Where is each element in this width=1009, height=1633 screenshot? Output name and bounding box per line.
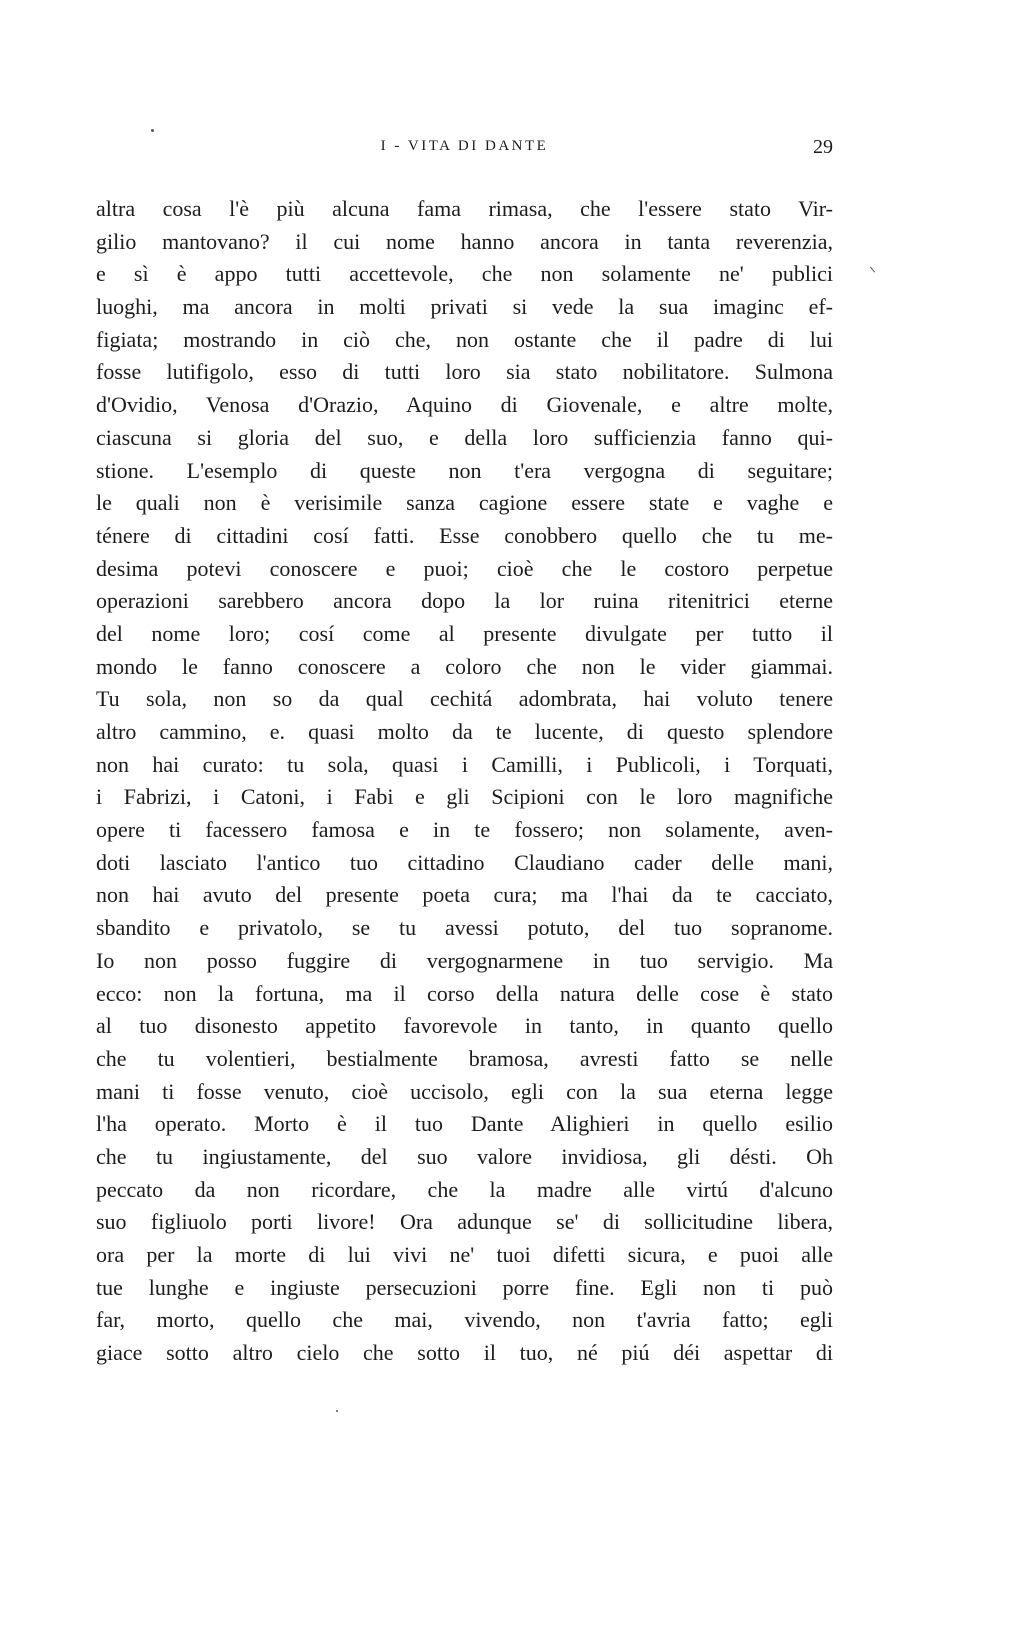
text-line: peccato da non ricordare, che la madre alle virtú d'alcuno	[96, 1176, 833, 1202]
text-line: che tu ingiustamente, del suo valore invidiosa, gli désti. Oh	[96, 1143, 833, 1169]
text-line: gilio mantovano? il cui nome hanno ancora in tanta reverenzia,	[96, 228, 833, 254]
page-header	[96, 138, 833, 168]
body-text	[96, 193, 833, 1370]
text-line: ciascuna si gloria del suo, e della loro sufficienzia fanno qui-	[96, 424, 833, 450]
text-line: giace sotto altro cielo che sotto il tuo, né piú déi aspettar di	[96, 1340, 833, 1366]
text-line: altro cammino, e. quasi molto da te lucente, di questo splendore	[96, 719, 833, 744]
text-line: Tu sola, non so da qual cechitá adombrata, hai voluto tenere	[96, 686, 833, 712]
text-line: sbandito e privatolo, se tu avessi potuto, del tuo sopranome.	[96, 915, 833, 941]
text-line: desima potevi conoscere e puoi; cioè che le costoro perpetue	[96, 555, 833, 581]
text-line: far, morto, quello che mai, vivendo, non t'avria fatto; egli	[96, 1307, 833, 1333]
text-line: non hai avuto del presente poeta cura; ma l'hai da te cacciato,	[96, 882, 833, 908]
text-line: l'ha operato. Morto è il tuo Dante Alighieri in quello esilio	[96, 1111, 833, 1137]
text-line: i Fabrizi, i Catoni, i Fabi e gli Scipioni con le loro magnifiche	[96, 784, 833, 810]
ink-speck	[336, 1410, 338, 1412]
text-line: del nome loro; cosí come al presente divulgate per tutto il	[96, 620, 833, 646]
text-line: operazioni sarebbero ancora dopo la lor ruina ritenitrici eterne	[96, 588, 833, 614]
text-line: doti lasciato l'antico tuo cittadino Claudiano cader delle mani,	[96, 849, 833, 875]
text-line: e sì è appo tutti accettevole, che non solamente ne' publici	[96, 261, 833, 287]
text-line: al tuo disonesto appetito favorevole in tanto, in quanto quello	[96, 1013, 833, 1039]
text-line: fosse lutifigolo, esso di tutti loro sia stato nobilitatore. Sulmona	[96, 359, 833, 385]
text-line: che tu volentieri, bestialmente bramosa, avresti fatto se nelle	[96, 1045, 833, 1071]
text-line: Io non posso fuggire di vergognarmene in tuo servigio. Ma	[96, 947, 833, 973]
text-line: ecco: non la fortuna, ma il corso della natura delle cose è stato	[96, 980, 833, 1006]
text-line: stione. L'esemplo di queste non t'era vergogna di seguitare;	[96, 457, 833, 483]
page-number: 29	[813, 136, 833, 158]
text-line: non hai curato: tu sola, quasi i Camilli, i Publicoli, i Torquati,	[96, 751, 833, 777]
text-line: mondo le fanno conoscere a coloro che non le vider giammai.	[96, 653, 833, 679]
text-line: altra cosa l'è più alcuna fama rimasa, che l'essere stato Vir-	[96, 196, 833, 221]
text-line: luoghi, ma ancora in molti privati si vede la sua imaginc ef-	[96, 294, 833, 320]
text-line: ténere di cittadini cosí fatti. Esse conobbero quello che tu me-	[96, 522, 833, 548]
text-line: d'Ovidio, Venosa d'Orazio, Aquino di Giovenale, e altre molte,	[96, 392, 833, 418]
text-line: suo figliuolo porti livore! Ora adunque se' di sollicitudine libera,	[96, 1209, 833, 1235]
text-line: figiata; mostrando in ciò che, non ostante che il padre di lui	[96, 326, 833, 352]
ink-mark	[870, 266, 875, 272]
text-line: mani ti fosse venuto, cioè uccisolo, egli con la sua eterna legge	[96, 1078, 833, 1104]
text-line: ora per la morte di lui vivi ne' tuoi difetti sicura, e puoi alle	[96, 1242, 833, 1267]
text-line: tue lunghe e ingiuste persecuzioni porre fine. Egli non ti può	[96, 1274, 833, 1300]
text-line: opere ti facessero famosa e in te fossero; non solamente, aven-	[96, 817, 833, 843]
text-line: le quali non è verisimile sanza cagione essere state e vaghe e	[96, 490, 833, 516]
running-head: I - VITA DI DANTE	[380, 138, 549, 154]
ink-speck	[151, 129, 154, 132]
